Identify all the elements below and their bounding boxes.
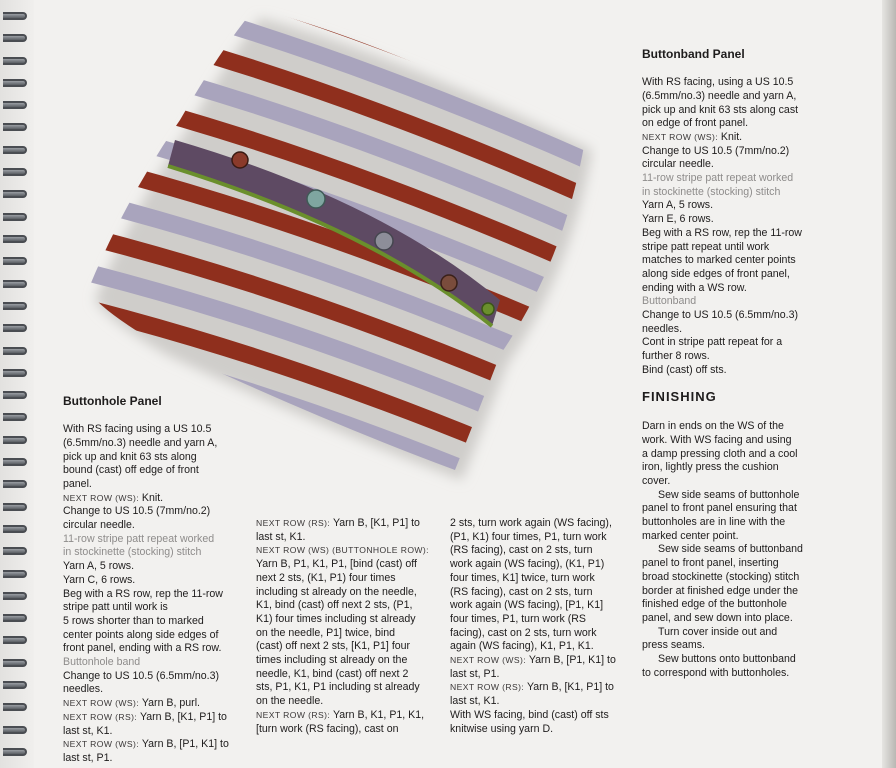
line-text: (6.5mm/no.3) needle and yarn A,: [63, 436, 218, 449]
line-text: Change to US 10.5 (6.5mm/no.3): [642, 309, 799, 322]
line-text: matches to marked center points: [642, 254, 796, 267]
binding-coil: [3, 280, 27, 288]
line-text: a damp pressing cloth and a cool: [642, 447, 798, 460]
text-line: [450, 640, 640, 654]
text-line: [63, 642, 253, 656]
text-line: 11-row stripe patt repeat worked: [642, 172, 794, 185]
line-text: Yarn B, [K1, P1] to: [139, 710, 227, 723]
line-text: [turn work (RS facing), cast on: [256, 722, 399, 735]
line-text: stripe patt until work is: [63, 601, 168, 614]
text-line: Buttonband: [642, 295, 697, 308]
text-line: [450, 572, 640, 586]
text-line: [642, 104, 832, 118]
line-text: With RS facing, using a US 10.5: [642, 76, 794, 89]
line-text: Yarn B, K1, P1, K1,: [332, 708, 425, 721]
row-label: NEXT ROW (WS) (BUTTONHOLE ROW):: [256, 545, 429, 556]
text-line: [450, 668, 640, 682]
text-line: [63, 492, 253, 506]
line-text: (P1, K1) four times, P1, turn work: [450, 530, 607, 543]
text-line: [642, 571, 832, 585]
line-text: circular needle.: [63, 519, 135, 532]
button-icon: [307, 190, 325, 208]
binding-coil: [3, 168, 27, 176]
text-line: [63, 588, 253, 602]
line-text: including st already on the needle,: [256, 585, 417, 598]
text-line: [63, 437, 253, 451]
binding-coil: [3, 347, 27, 355]
binding-coil: [3, 34, 27, 42]
button-icon: [375, 232, 393, 250]
line-text: (RS facing), cast on 2 sts, turn: [450, 585, 593, 598]
text-line: [642, 639, 832, 653]
line-text: facing), cast on 2 sts, turn work: [450, 626, 597, 639]
line-text: knitwise using yarn D.: [450, 722, 554, 735]
binding-coil: [3, 503, 27, 511]
line-text: marked center point.: [642, 529, 739, 542]
text-line: [63, 615, 253, 629]
line-text: Cont in stripe patt repeat for a: [642, 336, 783, 349]
binding-coil: [3, 413, 27, 421]
text-line: [256, 654, 446, 668]
line-text: times including st already on the: [256, 654, 408, 667]
text-line: [256, 558, 446, 572]
binding-coil: [3, 369, 27, 377]
line-text: last st, K1.: [450, 695, 500, 708]
knit-stripe: [80, 0, 600, 32]
binding-coil: [3, 391, 27, 399]
text-line: [642, 420, 832, 434]
line-text: again (WS facing), K1, P1, K1.: [450, 640, 594, 653]
row-label: NEXT ROW (WS):: [450, 655, 529, 666]
line-text: broad stockinette (stocking) stitch: [642, 570, 800, 583]
page-gutter: [882, 0, 896, 768]
text-line: [63, 505, 253, 519]
text-line: [63, 519, 253, 533]
binding-coil: [3, 570, 27, 578]
text-line: [642, 461, 832, 475]
line-text: on the needle, P1] twice, bind: [256, 626, 395, 639]
line-text: 2 sts, turn work again (WS facing),: [450, 517, 612, 529]
text-line: [256, 640, 446, 654]
line-text: 5 rows shorter than to marked: [63, 614, 204, 627]
binding-coil: [3, 592, 27, 600]
line-text: With RS facing using a US 10.5: [63, 423, 212, 436]
text-line: [642, 131, 832, 145]
text-line: [450, 531, 640, 545]
text-line: [642, 158, 832, 172]
text-line: [450, 558, 640, 572]
row-label: NEXT ROW (WS):: [63, 739, 142, 750]
text-line: [642, 90, 832, 104]
text-line: Sew side seams of buttonband: [658, 543, 803, 556]
line-text: Change to US 10.5 (6.5mm/no.3): [63, 669, 220, 682]
text-line: [642, 213, 832, 227]
button-icon: [232, 152, 248, 168]
text-line: [63, 464, 253, 478]
text-line: [256, 517, 446, 531]
text-line: [642, 145, 832, 159]
buttonhole-instructions-continued-2: [450, 517, 640, 736]
text-line: [642, 448, 832, 462]
binding-coil: [3, 659, 27, 667]
text-line: [256, 599, 446, 613]
line-text: Bind (cast) off sts.: [642, 363, 727, 376]
binding-coil: [3, 681, 27, 689]
text-line: [642, 612, 832, 626]
line-text: last st, P1.: [450, 667, 500, 680]
line-text: border at finished edge under the: [642, 584, 799, 597]
line-text: Knit.: [720, 130, 743, 143]
line-text: K1, bind (cast) off next 2 sts, (P1,: [256, 599, 413, 612]
line-text: (6.5mm/no.3) needle and yarn A,: [642, 89, 797, 102]
line-text: press seams.: [642, 639, 705, 652]
row-label: NEXT ROW (RS):: [256, 518, 333, 528]
text-line: [642, 268, 832, 282]
line-text: Beg with a RS row, rep the 11-row: [642, 226, 802, 239]
line-text: on edge of front panel.: [642, 117, 749, 130]
text-line: [256, 627, 446, 641]
text-line: [450, 613, 640, 627]
text-line: [642, 282, 832, 296]
line-text: Yarn E, 6 rows.: [642, 213, 714, 226]
text-line: [63, 683, 253, 697]
line-text: Change to US 10.5 (7mm/no.2): [642, 144, 790, 157]
text-line: [450, 627, 640, 641]
text-line: [642, 350, 832, 364]
line-text: along side edges of front panel,: [642, 267, 790, 280]
text-line: [642, 241, 832, 255]
binding-coil: [3, 726, 27, 734]
text-line: [63, 629, 253, 643]
binding-coil: [3, 324, 27, 332]
line-text: to correspond with buttonholes.: [642, 666, 790, 679]
line-text: Yarn B, [P1, K1] to: [141, 738, 229, 751]
binding-coil: [3, 57, 27, 65]
line-text: stripe patt repeat until work: [642, 240, 770, 253]
text-line: [450, 544, 640, 558]
line-text: sts, P1, K1, P1 including st already: [256, 681, 420, 694]
binding-coil: [3, 101, 27, 109]
text-line: [450, 723, 640, 737]
text-line: Turn cover inside out and: [658, 625, 778, 638]
line-text: four times, P1, turn work (RS: [450, 612, 586, 625]
binding-coil: [3, 614, 27, 622]
line-text: work again (WS facing), [P1, K1]: [450, 599, 604, 612]
line-text: panel to front panel, inserting: [642, 557, 779, 570]
text-line: [450, 586, 640, 600]
line-text: Yarn C, 6 rows.: [63, 573, 136, 586]
line-text: Yarn B, [K1, P1] to: [332, 517, 420, 529]
line-text: pick up and knit 63 sts along: [63, 450, 197, 463]
binding-coil: [3, 480, 27, 488]
binding-coil: [3, 123, 27, 131]
line-text: (cast) off next 2 sts, [K1, P1] four: [256, 640, 411, 653]
text-line: [642, 585, 832, 599]
text-line: [256, 531, 446, 545]
text-line: [450, 654, 640, 668]
line-text: center points along side edges of: [63, 628, 219, 641]
text-line: [63, 738, 253, 752]
button-icon: [482, 303, 494, 315]
binding-coil: [3, 12, 27, 20]
line-text: K1) four times including st already: [256, 612, 416, 625]
line-text: panel.: [63, 477, 92, 490]
binding-coil: [3, 235, 27, 243]
text-line: [642, 516, 832, 530]
text-line: [256, 723, 446, 737]
text-line: Sew side seams of buttonhole: [658, 488, 800, 501]
text-line: [642, 323, 832, 337]
text-line: [642, 667, 832, 681]
line-text: Yarn B, P1, K1, P1, [bind (cast) off: [256, 558, 417, 571]
binding-coil: [3, 436, 27, 444]
text-line: [256, 544, 446, 558]
line-text: needle, K1, bind (cast) off next 2: [256, 667, 409, 680]
line-text: cover.: [642, 474, 671, 487]
binding-coil: [3, 257, 27, 265]
binding-coil: [3, 525, 27, 533]
line-text: needles.: [642, 322, 683, 335]
text-line: [642, 598, 832, 612]
line-text: four times, K1] twice, turn work: [450, 571, 595, 584]
line-text: finished edge of the buttonhole: [642, 598, 787, 611]
text-line: Sew buttons onto buttonband: [658, 653, 796, 666]
line-text: next 2 sts, (K1, P1) four times: [256, 571, 396, 584]
section-title: FINISHING: [642, 388, 717, 404]
text-line: [450, 709, 640, 723]
line-text: Change to US 10.5 (7mm/no.2): [63, 505, 211, 518]
text-line: [63, 670, 253, 684]
text-line: [63, 601, 253, 615]
text-line: [642, 199, 832, 213]
binding-coil: [3, 79, 27, 87]
line-text: iron, lightly press the cushion: [642, 461, 779, 474]
text-line: [63, 725, 253, 739]
row-label: NEXT ROW (RS):: [256, 709, 333, 720]
line-text: (RS facing), cast on 2 sts, turn: [450, 544, 593, 557]
binding-coil: [3, 547, 27, 555]
line-text: Yarn B, purl.: [141, 697, 200, 710]
text-line: Buttonhole band: [63, 656, 141, 669]
binding-coil: [3, 703, 27, 711]
text-line: [256, 695, 446, 709]
text-line: [256, 681, 446, 695]
binding-coil: [3, 190, 27, 198]
buttonhole-instructions-continued: [256, 517, 446, 736]
row-label: NEXT ROW (RS):: [63, 711, 140, 722]
line-text: pick up and knit 63 sts along cast: [642, 103, 799, 116]
text-line: [256, 586, 446, 600]
text-line: in stockinette (stocking) stitch: [63, 546, 202, 559]
text-line: [642, 434, 832, 448]
binding-coil: [3, 458, 27, 466]
text-line: 11-row stripe patt repeat worked: [63, 532, 215, 545]
binding-coil: [3, 146, 27, 154]
row-label: NEXT ROW (RS):: [450, 682, 527, 693]
line-text: on the needle.: [256, 695, 324, 708]
buttonband-panel-section: [642, 34, 832, 378]
buttonhole-panel-section: [63, 381, 253, 766]
binding-coil: [3, 748, 27, 756]
text-line: [450, 517, 640, 531]
line-text: work again (WS facing), (K1, P1): [450, 558, 605, 571]
row-label: NEXT ROW (WS):: [642, 131, 721, 142]
line-text: bound (cast) off edge of front: [63, 464, 199, 477]
text-line: [256, 668, 446, 682]
line-text: Yarn A, 5 rows.: [63, 560, 135, 573]
text-line: [63, 451, 253, 465]
text-line: [63, 478, 253, 492]
line-text: buttonholes are in line with the: [642, 516, 786, 529]
text-line: [63, 711, 253, 725]
text-line: [63, 560, 253, 574]
text-line: [450, 681, 640, 695]
binding-coil: [3, 213, 27, 221]
text-line: [63, 697, 253, 711]
line-text: work. With WS facing and using: [642, 433, 792, 446]
line-text: last st, P1.: [63, 751, 113, 764]
section-title: Buttonband Panel: [642, 46, 745, 61]
text-line: [642, 557, 832, 571]
spiral-binding: [0, 0, 34, 768]
text-line: [642, 227, 832, 241]
line-text: Knit.: [141, 491, 164, 504]
line-text: panel, and sew down into place.: [642, 611, 793, 624]
finishing-section: [642, 376, 832, 680]
row-label: NEXT ROW (WS):: [63, 492, 142, 503]
line-text: needles.: [63, 683, 104, 696]
line-text: last st, K1.: [63, 724, 113, 737]
text-line: [642, 254, 832, 268]
line-text: Yarn B, [K1, P1] to: [526, 681, 614, 694]
line-text: circular needle.: [642, 158, 714, 171]
line-text: last st, K1.: [256, 530, 306, 543]
line-text: ending with a WS row.: [642, 281, 747, 294]
binding-coil: [3, 302, 27, 310]
line-text: Darn in ends on the WS of the: [642, 420, 784, 433]
line-text: Yarn B, [P1, K1] to: [528, 654, 616, 667]
text-line: [63, 423, 253, 437]
text-line: [642, 530, 832, 544]
line-text: Yarn A, 5 rows.: [642, 199, 714, 212]
text-line: [642, 309, 832, 323]
text-line: [450, 695, 640, 709]
line-text: Beg with a RS row, rep the 11-row: [63, 587, 223, 600]
text-line: [642, 475, 832, 489]
text-line: [256, 709, 446, 723]
row-label: NEXT ROW (WS):: [63, 698, 142, 709]
text-line: [256, 613, 446, 627]
line-text: panel to front panel ensuring that: [642, 502, 797, 515]
line-text: further 8 rows.: [642, 350, 710, 363]
text-line: [256, 572, 446, 586]
text-line: [642, 76, 832, 90]
text-line: in stockinette (stocking) stitch: [642, 185, 781, 198]
text-line: [642, 336, 832, 350]
button-icon: [441, 275, 457, 291]
line-text: With WS facing, bind (cast) off sts: [450, 708, 609, 721]
text-line: [642, 117, 832, 131]
binding-coil: [3, 636, 27, 644]
text-line: [63, 752, 253, 766]
line-text: front panel, ending with a RS row.: [63, 642, 222, 655]
text-line: [642, 502, 832, 516]
text-line: [450, 599, 640, 613]
section-title: Buttonhole Panel: [63, 393, 162, 408]
text-line: [63, 574, 253, 588]
